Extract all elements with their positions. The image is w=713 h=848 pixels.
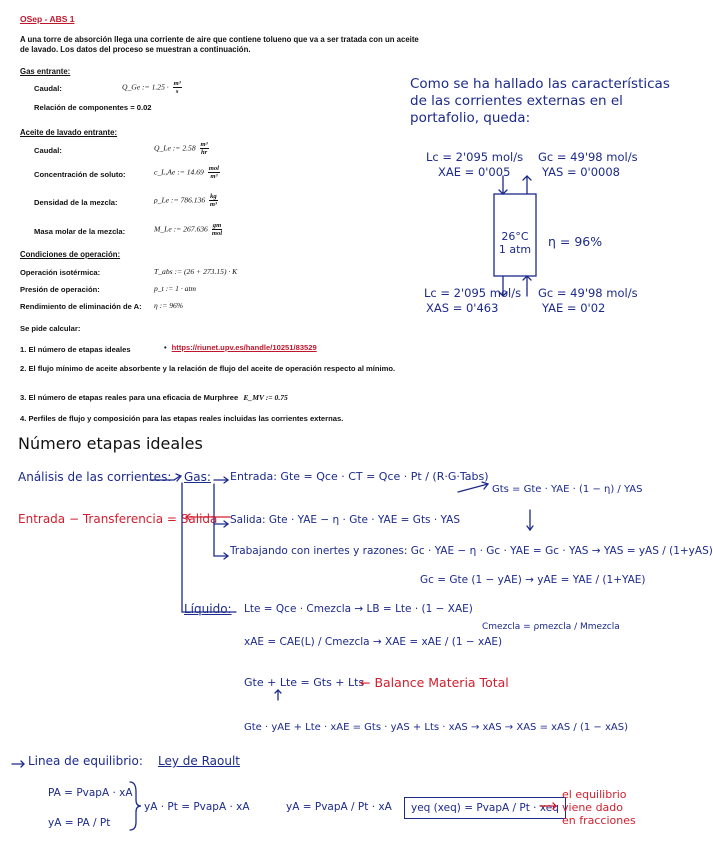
gas-heading: Gas entrante: bbox=[20, 67, 71, 76]
ya-eq: yA = PvapA / Pt · xA bbox=[286, 801, 392, 813]
equilibrium-box: yeq (xeq) = PvapA / Pt · xeq bbox=[404, 797, 566, 819]
gc-eq: Gc = Gte (1 − yAE) → yAE = YAE / (1+YAE) bbox=[420, 574, 646, 586]
condiciones-heading: Condiciones de operación: bbox=[20, 250, 121, 259]
concentracion-label: Concentración de soluto: bbox=[34, 170, 126, 179]
linea-equilibrio: Linea de equilibrio: bbox=[28, 754, 143, 768]
ya-pa-eq: yA = PA / Pt bbox=[48, 817, 111, 829]
equilibrio-note: el equilibrio viene dado en fracciones bbox=[562, 788, 636, 827]
isotermica-label: Operación isotérmica: bbox=[20, 268, 101, 277]
inertes-eq: Trabajando con inertes y razones: Gc · YAE − η · Gc · YAE = Gc · YAS → YAS = yAS / (1+yAS) bbox=[230, 545, 713, 557]
eta-note: η = 96% bbox=[548, 234, 603, 249]
balance-rule: Entrada − Transferencia = Salida bbox=[18, 512, 218, 526]
xae-eq: xAE = CAE(L) / Cmezcla → XAE = xAE / (1 − xAE) bbox=[244, 636, 503, 648]
liquido-label: Líquido: bbox=[184, 602, 232, 616]
item-1: 1. El número de etapas ideales bbox=[20, 345, 131, 354]
pa-eq: PA = PvapA · xA bbox=[48, 787, 133, 799]
column-body bbox=[494, 194, 536, 276]
masa-molar-label: Masa molar de la mezcla: bbox=[34, 227, 126, 236]
link-bullet: • bbox=[164, 343, 167, 352]
lte-eq: Lte = Qce · Cmezcla → LB = Lte · (1 − XAE) bbox=[244, 603, 473, 615]
rendimiento-formula: η := 96% bbox=[154, 301, 184, 310]
item-3: 3. El número de etapas reales para una eficacia de Murphree E_MV := 0.75 bbox=[20, 393, 288, 402]
gas-top-values: Gc = 49'98 mol/s YAS = 0'0008 bbox=[538, 150, 638, 179]
aceite-heading: Aceite de lavado entrante: bbox=[20, 128, 118, 137]
gas-caudal-label: Caudal: bbox=[34, 84, 62, 93]
ya-pt-eq: yA · Pt = PvapA · xA bbox=[144, 801, 250, 813]
item-2: 2. El flujo mínimo de aceite absorbente y la relación de flujo del aceite de operación respecto al mínimo. bbox=[20, 364, 396, 373]
analisis-label: Análisis de las corrientes: bbox=[18, 470, 172, 484]
liquid-bottom-values: Lc = 2'095 mol/s XAS = 0'463 bbox=[424, 286, 522, 315]
gas-label: Gas: bbox=[184, 470, 211, 484]
relacion-componentes: Relación de componentes = 0.02 bbox=[34, 103, 152, 112]
densidad-label: Densidad de la mezcla: bbox=[34, 198, 118, 207]
document-title: OSep - ABS 1 bbox=[20, 14, 75, 24]
gts-eq: Gts = Gte · YAE · (1 − η) / YAS bbox=[492, 484, 643, 495]
isotermica-formula: T_abs := (26 + 273.15) · K bbox=[154, 267, 238, 276]
presion-formula: p_t := 1 · atm bbox=[154, 284, 197, 293]
portafolio-note: Como se ha hallado las características de las corrientes externas en el portafolio, queda: bbox=[410, 76, 670, 126]
entrada-eq: Entrada: Gte = Qce · CT = Qce · Pt / (R·G·Tabs) bbox=[230, 470, 489, 483]
concentracion-formula: c_L,Ae := 14.69 $\frac{\text{mol}}{\text{m³}}$ bbox=[154, 165, 220, 180]
ley-raoult: Ley de Raoult bbox=[158, 754, 241, 768]
liquid-top-values: Lc = 2'095 mol/s XAE = 0'005 bbox=[426, 150, 524, 179]
column-conditions: 26°C 1 atm bbox=[498, 230, 532, 256]
masa-molar-formula: M_Le := 267.636 $\frac{gm}{\text{mol}}$ bbox=[154, 222, 223, 237]
raoult-brace bbox=[130, 782, 141, 830]
balance-a-eq: Gte · yAE + Lte · xAE = Gts · yAS + Lts · xAS → xAS → XAS = xAS / (1 − xAS) bbox=[244, 722, 628, 733]
aceite-caudal-label: Caudal: bbox=[34, 146, 62, 155]
analisis-to-gas-arrow bbox=[150, 476, 180, 480]
gas-bottom-values: Gc = 49'98 mol/s YAE = 0'02 bbox=[538, 286, 638, 315]
calcular-heading: Se pide calcular: bbox=[20, 324, 81, 333]
presion-label: Presión de operación: bbox=[20, 285, 100, 294]
gas-caudal-formula: Q_Ge := 1.25 · $\frac{\text{m³}}{s}$ bbox=[122, 80, 181, 95]
rendimiento-label: Rendimiento de eliminación de A: bbox=[20, 302, 142, 311]
salida-eq: Salida: Gte · YAE − η · Gte · YAE = Gts · YAS bbox=[230, 514, 460, 526]
murphree-formula: E_MV := 0.75 bbox=[243, 393, 288, 402]
item-4: 4. Perfiles de flujo y composición para las etapas reales incluidas las corrientes externas. bbox=[20, 414, 344, 423]
entrada-to-gts-arrow bbox=[458, 484, 488, 492]
gas-branch-line bbox=[182, 483, 236, 612]
densidad-formula: ρ_Le := 786.136 $\frac{kg}{\text{m³}}$ bbox=[154, 193, 217, 208]
cmezcla-eq: Cmezcla = ρmezcla / Mmezcla bbox=[482, 622, 620, 632]
intro-paragraph: A una torre de absorción llega una corriente de aire que contiene tolueno que va a ser tratada con un aceite de lavado. Los datos del proceso se muestran a continuación. bbox=[20, 35, 419, 54]
gas-tree-trunk bbox=[214, 484, 228, 556]
link-text[interactable]: https://riunet.upv.es/handle/10251/83529 bbox=[171, 343, 317, 352]
balance-label: ← Balance Materia Total bbox=[360, 675, 509, 690]
balance-eq: Gte + Lte = Gts + Lts bbox=[244, 676, 365, 689]
section-title: Número etapas ideales bbox=[18, 434, 203, 453]
aceite-caudal-formula: Q_Le := 2.58 $\frac{\text{m³}}{hr}$ bbox=[154, 141, 208, 156]
